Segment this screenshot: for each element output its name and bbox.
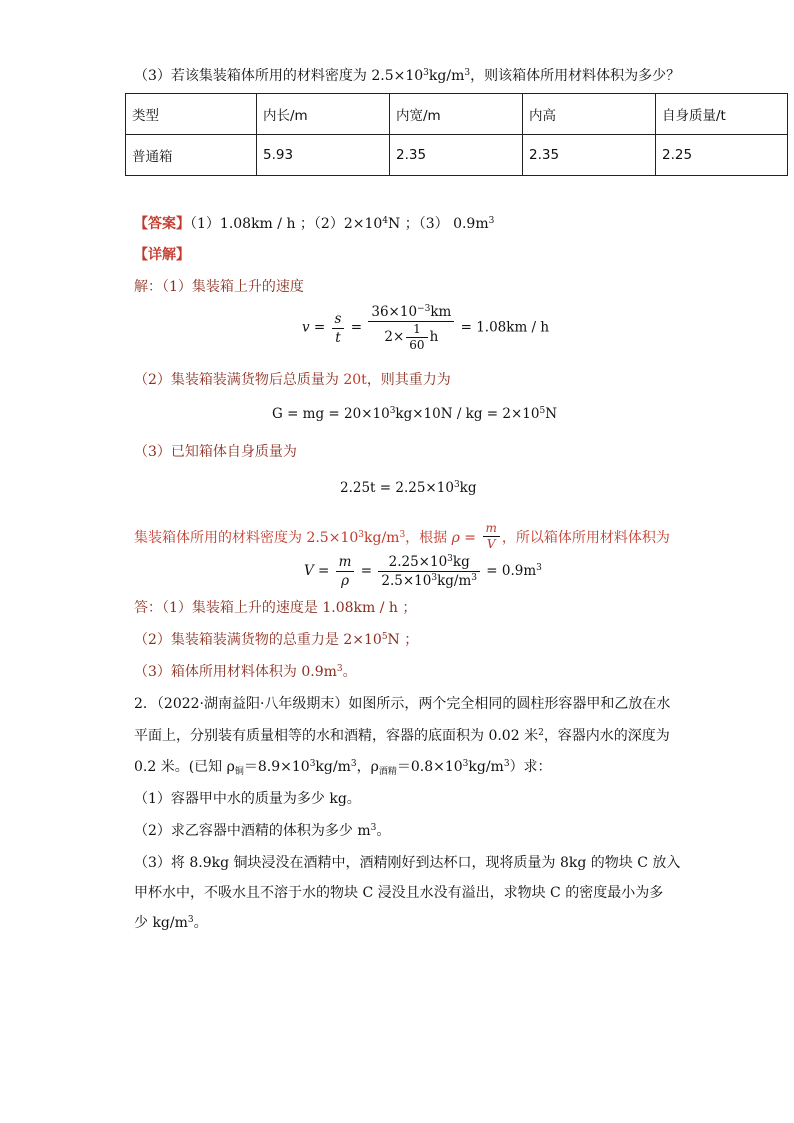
question2-line-6: （3）将 8.9kg 铜块浸没在酒精中，酒精刚好到达杯口，现将质量为 8kg 的物块 C 放入 xyxy=(134,855,681,871)
step4-exp: 3 xyxy=(358,530,364,540)
ans3-text-a: （3）箱体所用材料体积为 0.9m xyxy=(134,664,337,680)
equation-mass xyxy=(340,479,477,497)
solution-step-4 xyxy=(134,521,670,552)
eq1-frac1-num: s xyxy=(332,310,345,329)
eq4-frac1 xyxy=(336,553,355,590)
eq4-result-exp: 3 xyxy=(536,563,542,573)
question2-line-1: 2．（2022·湖南益阳·八年级期末）如图所示，两个完全相同的圆柱形容器甲和乙放在水 xyxy=(134,696,671,712)
question2-line-3 xyxy=(134,757,552,777)
final-answer-3 xyxy=(134,662,357,682)
table-header-cell: 内宽/m xyxy=(390,94,523,135)
final-answer-2 xyxy=(134,630,418,650)
ans2-text-a: （2）集装箱装满货物的总重力是 2×10 xyxy=(134,632,382,648)
q2-l3-g: ）求： xyxy=(509,759,552,775)
q2-l3-sub1: 铜 xyxy=(234,767,244,777)
eq4-equals: = xyxy=(356,563,377,579)
intro-exp: 3 xyxy=(423,68,429,78)
step2-text-c: ，则其重力为 xyxy=(366,372,451,388)
table-header-cell: 类型 xyxy=(126,94,257,135)
solution-step-2 xyxy=(134,370,451,390)
eq1-num-exp: −3 xyxy=(417,304,431,314)
q2-l3-b: ＝8.9×10 xyxy=(243,759,310,775)
eq4-num-a: 2.25×10 xyxy=(388,554,448,570)
q2-l3-d: ，ρ xyxy=(356,759,379,775)
eq4-den-b: kg/m xyxy=(437,573,472,589)
eq1-den-a: 2× xyxy=(384,329,405,345)
table-cell: 普通箱 xyxy=(126,135,257,176)
q2-l3-f: kg/m xyxy=(468,759,504,775)
eq1-den-frac-den: 60 xyxy=(409,338,425,352)
eq4-lhs: V = xyxy=(304,563,334,579)
step4-text-d: ，所以箱体所用材料体积为 xyxy=(501,530,670,546)
eq3-text-b: kg xyxy=(459,480,477,496)
equation-volume xyxy=(304,553,542,590)
ans3-exp: 3 xyxy=(336,664,343,674)
q2-l5-exp: 3 xyxy=(370,823,377,833)
table-cell: 2.35 xyxy=(523,135,656,176)
q2-l3-exp1: 3 xyxy=(309,759,316,769)
q2-l3-exp3: 3 xyxy=(462,759,469,769)
table-cell: 2.35 xyxy=(390,135,523,176)
solution-step-1: 解：（1）集装箱上升的速度 xyxy=(134,279,304,295)
spec-table xyxy=(125,93,788,176)
eq1-frac2-den xyxy=(368,322,454,353)
answer-text-1: （1）1.08km / h ；（2）2×10 xyxy=(190,216,383,232)
table-header-cell: 内长/m xyxy=(257,94,390,135)
eq4-den-exp2: 3 xyxy=(471,573,477,583)
step2-text-a: （2）集装箱装满货物后总质量为 xyxy=(134,372,344,388)
eq4-frac2-den xyxy=(378,572,480,590)
eq2-exp2: 5 xyxy=(539,406,546,416)
table-header-cell: 自身质量/t xyxy=(656,94,788,135)
solution-step-3: （3）已知箱体自身质量为 xyxy=(134,444,297,460)
equation-velocity xyxy=(302,303,549,353)
detail-label: 【详解】 xyxy=(134,247,190,263)
eq4-den-a: 2.5×10 xyxy=(381,573,432,589)
step4-exp2: 3 xyxy=(399,530,406,540)
ans2-text-b: N ； xyxy=(387,632,419,648)
eq2-exp1: 3 xyxy=(389,406,396,416)
eq1-den-frac xyxy=(406,322,427,353)
intro-tail: ，则该箱体所用材料体积为多少？ xyxy=(470,68,681,84)
q2-l2-exp: 2 xyxy=(538,728,544,738)
answer-line xyxy=(134,214,494,234)
eq1-den-frac-num: 1 xyxy=(406,322,427,338)
question2-line-4: （1）容器甲中水的质量为多少 kg。 xyxy=(134,791,361,807)
eq3-text-a: 2.25t = 2.25×10 xyxy=(340,480,454,496)
step2-mass: 20t xyxy=(343,372,367,388)
eq1-lhs: v = xyxy=(302,319,330,336)
step4-rho: ρ = xyxy=(451,530,481,546)
eq4-frac2-num xyxy=(378,553,480,572)
answer-exp-1: 4 xyxy=(382,216,389,226)
final-answer-1: 答：（1）集装箱上升的速度是 1.08km / h ； xyxy=(134,600,417,616)
intro-exp2: 3 xyxy=(464,68,471,78)
eq4-num-exp: 3 xyxy=(447,554,453,564)
eq1-num-b: km xyxy=(430,304,452,320)
intro-unit: kg/m xyxy=(428,68,465,84)
q2-l3-sub2: 酒精 xyxy=(378,767,397,777)
table-cell: 2.25 xyxy=(656,135,788,176)
eq3-exp: 3 xyxy=(453,480,460,490)
eq1-num-a: 36×10 xyxy=(371,304,418,320)
step4-frac-num: m xyxy=(483,521,500,537)
q2-l5-a: （2）求乙容器中酒精的体积为多少 m xyxy=(134,823,371,839)
step4-text-c: ，根据 xyxy=(405,530,452,546)
eq1-equals: = xyxy=(346,319,367,336)
ans3-text-b: 。 xyxy=(342,664,357,680)
question3-intro xyxy=(134,66,680,86)
step4-unit: kg/m xyxy=(364,530,400,546)
eq2-text-c: N xyxy=(545,406,558,422)
eq4-den-exp: 3 xyxy=(431,573,438,583)
q2-l3-exp2: 3 xyxy=(350,759,357,769)
eq1-frac1 xyxy=(332,310,345,347)
eq1-frac2 xyxy=(368,303,454,353)
answer-label: 【答案】 xyxy=(134,216,190,232)
step4-frac-den: V xyxy=(486,537,496,551)
q2-l3-a: 0.2 米。(已知 ρ xyxy=(134,759,235,775)
question2-line-8 xyxy=(134,913,208,933)
q2-l2-a: 平面上，分别装有质量相等的水和酒精，容器的底面积为 0.02 米 xyxy=(134,728,539,744)
step4-frac xyxy=(483,521,500,552)
eq1-result: = 1.08km / h xyxy=(456,319,550,336)
eq1-frac1-den: t xyxy=(335,329,341,346)
eq1-frac2-num xyxy=(368,303,454,322)
question2-line-7: 甲杯水中，不吸水且不溶于水的物块 C 浸没且水没有溢出，求物块 C 的密度最小为多 xyxy=(134,885,664,901)
eq4-num-b: kg xyxy=(452,554,470,570)
eq2-text-a: G = mg = 20×10 xyxy=(272,406,390,422)
table-row xyxy=(126,135,788,176)
table-header-row xyxy=(126,94,788,135)
eq2-text-b: kg×10N / kg = 2×10 xyxy=(395,406,540,422)
eq4-frac1-den: ρ xyxy=(341,573,350,589)
eq4-frac2 xyxy=(378,553,480,590)
answer-exp-2: 3 xyxy=(488,216,495,226)
eq4-result: = 0.9m xyxy=(481,563,537,579)
q2-l3-e: ＝0.8×10 xyxy=(396,759,463,775)
ans2-exp: 5 xyxy=(381,632,388,642)
q2-l8-b: 。 xyxy=(193,915,208,931)
q2-l3-c: kg/m xyxy=(315,759,351,775)
q2-l2-b: ，容器内水的深度为 xyxy=(543,728,670,744)
q2-l8-a: 少 kg/m xyxy=(134,915,188,931)
intro-text: （3）若该集装箱体所用的材料密度为 2.5×10 xyxy=(134,68,424,84)
q2-l3-exp4: 3 xyxy=(503,759,510,769)
q2-l5-b: 。 xyxy=(376,823,391,839)
equation-gravity xyxy=(272,405,557,423)
question2-line-5 xyxy=(134,821,390,841)
eq4-frac1-num: m xyxy=(336,553,355,572)
q2-l8-exp: 3 xyxy=(187,915,194,925)
table-header-cell: 内高 xyxy=(523,94,656,135)
question2-line-2 xyxy=(134,726,670,746)
answer-text-2: N ；（3） 0.9m xyxy=(388,216,489,232)
eq1-den-b: h xyxy=(429,329,439,345)
table-cell: 5.93 xyxy=(257,135,390,176)
step4-text-a: 集装箱体所用的材料密度为 2.5×10 xyxy=(134,530,359,546)
